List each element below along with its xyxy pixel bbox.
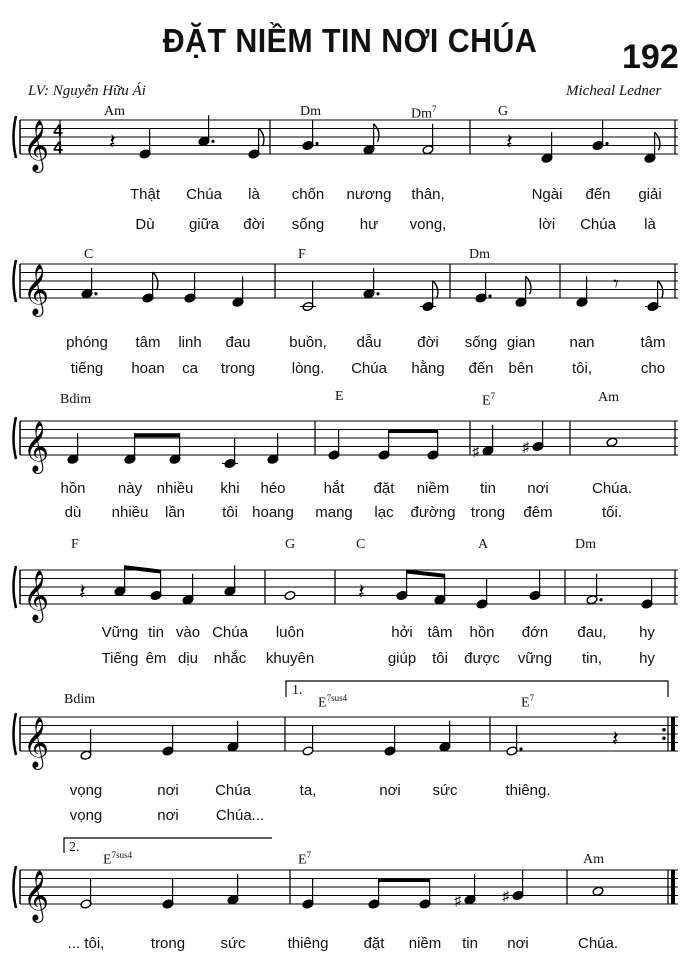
lyric-syllable: hồn — [469, 624, 495, 641]
chord-root: E — [521, 695, 530, 711]
quarter-rest-icon: 𝄽 — [612, 726, 619, 752]
system-bracket — [14, 260, 17, 302]
lyric-syllable: vọng — [69, 807, 103, 824]
chord-root: E — [318, 695, 327, 711]
lyric-syllable: Chúa. — [577, 935, 619, 952]
staff-system-6 — [14, 866, 679, 923]
lyric-syllable: nơi — [527, 480, 549, 497]
chord-c — [84, 247, 93, 263]
lyric-syllable: Thật — [129, 186, 161, 203]
chord-extension: 7sus4 — [326, 693, 348, 703]
sharp-icon: ♯ — [502, 887, 509, 904]
chord-root: E — [482, 393, 491, 409]
flag — [526, 276, 531, 294]
chord-root: G — [498, 104, 509, 119]
chord-am — [598, 390, 619, 406]
chord-extension: 7 — [490, 391, 496, 401]
lyric-syllable: đến — [468, 360, 494, 377]
lyric-syllable: hắt — [323, 480, 345, 497]
lyric-syllable: là — [644, 216, 656, 233]
quarter-rest-icon: 𝄽 — [358, 579, 365, 605]
lyric-syllable: ... tôi, — [67, 935, 105, 952]
lyric-syllable: tôi — [432, 650, 448, 667]
lyric-syllable: nương — [346, 186, 392, 203]
lyric-syllable: Chúa — [186, 186, 222, 203]
lyric-syllable: Vững — [101, 624, 139, 641]
second-ending-bracket — [64, 838, 272, 853]
flag — [374, 124, 379, 142]
lyric-syllable: đời — [243, 216, 265, 233]
quarter-note — [641, 578, 653, 609]
chord-e7 — [298, 850, 311, 869]
lyric-syllable: dù — [64, 504, 82, 521]
dot — [488, 294, 491, 297]
lyric-syllable: nhiều — [111, 504, 149, 521]
lyric-syllable: sức — [220, 935, 246, 952]
notehead — [592, 886, 604, 896]
chord-root: Am — [598, 390, 619, 405]
lyric-syllable: Chúa — [351, 360, 387, 377]
lyric-syllable: dẫu — [356, 334, 382, 351]
lyric-syllable: này — [117, 480, 143, 497]
lyric-syllable: linh — [178, 334, 202, 351]
notehead — [606, 437, 618, 447]
dot — [599, 598, 602, 601]
treble-clef-icon: 𝄞 — [23, 870, 50, 921]
lyric-syllable: hởi — [391, 624, 413, 641]
chord-root: Bdim — [60, 392, 92, 407]
lyric-syllable: êm — [145, 650, 167, 667]
lyric-syllable: hư — [359, 216, 379, 233]
lyric-syllable: khuyên — [265, 650, 315, 667]
quarter-note — [162, 725, 174, 756]
lyric-syllable: chốn — [291, 186, 325, 203]
chord-extension: 7 — [529, 693, 535, 703]
lyric-syllable: luôn — [275, 624, 305, 641]
lyric-syllable: tin — [148, 624, 164, 641]
treble-clef-icon: 𝄞 — [23, 421, 50, 472]
quarter-note — [384, 725, 396, 756]
final-thick-barline — [671, 870, 675, 904]
lyric-syllable: tôi, — [571, 360, 593, 377]
final-thick-barline — [671, 717, 675, 751]
sharp-icon: ♯ — [472, 442, 479, 459]
lyric-syllable: nơi — [157, 782, 179, 799]
quarter-rest-icon: 𝄽 — [79, 579, 86, 605]
lyric-syllable: đặt — [363, 935, 385, 952]
lyric-syllable: lời — [538, 216, 556, 233]
chord-root: E — [335, 389, 344, 404]
chord-root: Dm — [575, 537, 596, 552]
lyric-syllable: Chúa — [580, 216, 616, 233]
sharp-icon: ♯ — [522, 438, 529, 455]
quarter-note — [222, 438, 238, 469]
lyric-syllable: tin, — [581, 650, 603, 667]
lyric-syllable: tin — [462, 935, 478, 952]
dot — [94, 292, 97, 295]
beam — [135, 433, 180, 437]
lyric-syllable: Chúa... — [215, 807, 265, 824]
chord-root: F — [298, 247, 306, 262]
lyric-syllable: Tiếng — [101, 650, 139, 667]
chord-root: G — [285, 537, 296, 552]
lyric-syllable: tôi — [222, 504, 238, 521]
lyric-syllable: vào — [175, 624, 201, 641]
lyric-syllable: niềm — [416, 480, 450, 497]
lyric-syllable: tâm — [427, 624, 453, 641]
lyric-syllable: trong — [220, 360, 256, 377]
lyric-syllable: đau, — [577, 624, 607, 641]
dot — [315, 142, 318, 145]
lyric-syllable: héo — [260, 480, 286, 497]
lyric-syllable: thiêng. — [505, 782, 551, 799]
lyric-syllable: giúp — [387, 650, 417, 667]
lyric-syllable: vững — [517, 650, 553, 667]
lyric-syllable: đớn — [521, 624, 549, 641]
repeat-dot — [662, 736, 666, 740]
dot — [605, 142, 608, 145]
eighth-note — [645, 281, 663, 312]
beam — [389, 429, 438, 433]
chord-g — [498, 104, 508, 120]
lyric-syllable: lần — [164, 504, 186, 521]
chord-bdim — [64, 692, 95, 708]
dot — [519, 747, 522, 750]
quarter-note — [184, 272, 196, 303]
eighth-note — [427, 429, 439, 460]
staff-system-3 — [14, 417, 679, 474]
lyric-syllable: tin — [480, 480, 496, 497]
beam — [379, 878, 430, 882]
lyric-syllable: dịu — [177, 650, 199, 667]
chord-e7 — [482, 391, 495, 410]
chord-am — [104, 104, 125, 120]
chord-root: C — [356, 537, 366, 552]
whole-note — [284, 590, 296, 600]
beam — [407, 570, 445, 578]
half-note — [302, 725, 314, 756]
quarter-note — [328, 429, 340, 460]
lyric-syllable: hy — [639, 624, 655, 641]
staff-system-2 — [14, 260, 679, 317]
lyric-syllable: nơi — [379, 782, 401, 799]
song-number: 192 — [622, 38, 679, 76]
lyric-syllable: Ngài — [531, 186, 563, 203]
chord-root: Bdim — [64, 692, 96, 707]
lyric-syllable: nan — [569, 334, 595, 351]
treble-clef-icon: 𝄞 — [23, 120, 50, 171]
lyric-syllable: vọng — [69, 782, 103, 799]
lyric-syllable: ca — [182, 360, 198, 377]
lyric-syllable: tâm — [640, 334, 666, 351]
lyric-syllable: hằng — [411, 360, 445, 377]
chord-bdim — [60, 392, 91, 408]
system-bracket — [14, 116, 17, 158]
notehead — [284, 590, 296, 600]
chord-dm — [469, 247, 490, 263]
chord-f — [71, 537, 79, 553]
lyric-syllable: Chúa — [212, 624, 248, 641]
lyric-syllable: trong — [470, 504, 506, 521]
eighth-rest-icon: 𝄾 — [613, 272, 619, 298]
dot — [211, 140, 214, 143]
chord-root: A — [478, 537, 489, 552]
lyric-syllable: vong, — [409, 216, 447, 233]
quarter-rest-icon: 𝄽 — [109, 129, 116, 155]
eighth-note — [420, 281, 438, 312]
chord-root: Am — [583, 852, 604, 867]
lyric-syllable: đêm — [523, 504, 553, 521]
lyric-syllable: niềm — [408, 935, 442, 952]
eighth-note — [378, 429, 390, 460]
song-title: ĐẶT NIỀM TIN NƠI CHÚA — [162, 22, 538, 59]
chord-dm — [300, 104, 321, 120]
chord-e7sus4 — [318, 693, 347, 712]
lyric-syllable: nơi — [157, 807, 179, 824]
lyric-syllable: nhắc — [213, 650, 247, 667]
dot — [376, 292, 379, 295]
lyric-syllable: tối. — [601, 504, 623, 521]
chord-extension: 7sus4 — [111, 850, 133, 860]
lyric-syllable: giữa — [188, 216, 220, 233]
lyric-syllable: tiếng — [70, 360, 104, 377]
lyric-syllable: gian — [506, 334, 536, 351]
beam — [125, 565, 161, 573]
lyric-syllable: sống — [464, 334, 498, 351]
lyric-syllable: đường — [410, 504, 456, 521]
lyric-syllable: trong — [150, 935, 186, 952]
chord-am — [583, 852, 604, 868]
chord-e7sus4 — [103, 850, 132, 869]
chord-g — [285, 537, 295, 553]
time-sig-top: 4 — [53, 121, 63, 140]
lyric-syllable: lạc — [374, 504, 394, 521]
chord-dm — [575, 537, 596, 553]
chord-e — [335, 389, 344, 405]
chord-e7 — [521, 693, 534, 712]
time-sig-bottom: 4 — [53, 138, 63, 157]
lyric-syllable: khi — [220, 480, 240, 497]
first-ending-label: 1. — [292, 683, 303, 698]
quarter-note — [162, 878, 174, 909]
lyric-syllable: là — [248, 186, 260, 203]
lyric-syllable: Chúa — [215, 782, 251, 799]
lyric-syllable: hy — [639, 650, 655, 667]
sharp-icon: ♯ — [454, 891, 461, 908]
lyric-syllable: phóng — [66, 334, 108, 351]
system-bracket — [14, 417, 17, 459]
lyric-syllable: sống — [291, 216, 325, 233]
lyric-syllable: đời — [417, 334, 439, 351]
lyric-syllable: thân, — [411, 186, 445, 203]
eighth-note — [419, 878, 431, 909]
chord-root: F — [71, 537, 79, 552]
chord-root: Am — [104, 104, 125, 119]
lyric-syllable: ta, — [299, 782, 317, 799]
system-bracket — [14, 713, 17, 755]
chord-root: C — [84, 247, 94, 262]
whole-note — [592, 886, 604, 896]
chord-root: E — [103, 852, 112, 868]
lyricist-credit: LV: Nguyễn Hữu Ái — [28, 83, 146, 99]
treble-clef-icon: 𝄞 — [23, 570, 50, 621]
lyric-syllable: nhiều — [156, 480, 194, 497]
lyric-syllable: nơi — [507, 935, 529, 952]
lyric-syllable: cho — [640, 360, 666, 377]
lyric-syllable: hoan — [131, 360, 165, 377]
chord-f — [298, 247, 306, 263]
lyric-syllable: được — [464, 650, 500, 667]
lyric-syllable: buồn, — [289, 334, 327, 351]
lyric-syllable: giải — [638, 186, 662, 203]
treble-clef-icon: 𝄞 — [23, 264, 50, 315]
lyric-syllable: đau — [225, 334, 251, 351]
chord-c — [356, 537, 365, 553]
lyric-syllable: bên — [508, 360, 534, 377]
chord-root: Dm — [411, 106, 432, 122]
lyric-syllable: lòng. — [291, 360, 325, 377]
chord-root: E — [298, 852, 307, 868]
chord-extension: 7 — [306, 850, 312, 860]
lyric-syllable: đặt — [373, 480, 395, 497]
lyric-syllable: Chúa. — [591, 480, 633, 497]
lyric-syllable: tâm — [135, 334, 161, 351]
quarter-rest-icon: 𝄽 — [506, 129, 513, 155]
lyric-syllable: mang — [315, 504, 353, 521]
chord-extension: 7 — [432, 104, 437, 114]
chord-root: Dm — [469, 247, 490, 262]
whole-note — [606, 437, 618, 447]
system-bracket — [14, 866, 17, 908]
eighth-note — [396, 570, 408, 601]
half-note — [80, 878, 92, 909]
lyric-syllable: hồn — [60, 480, 86, 497]
lyric-syllable: thiêng — [287, 935, 329, 952]
lyric-syllable: Dù — [135, 216, 155, 233]
quarter-note — [476, 578, 488, 609]
quarter-note — [139, 128, 151, 159]
quarter-note — [529, 570, 541, 601]
flag — [655, 132, 660, 150]
system-bracket — [14, 566, 17, 608]
half-note — [300, 281, 316, 312]
eighth-note — [368, 878, 380, 909]
quarter-note — [302, 878, 314, 909]
second-ending-label: 2. — [69, 840, 80, 855]
staff-system-4 — [14, 566, 679, 623]
composer-credit: Micheal Ledner — [566, 83, 662, 99]
repeat-dot — [662, 728, 666, 732]
lyric-syllable: hoang — [252, 504, 294, 521]
eighth-note — [150, 570, 162, 601]
chord-root: Dm — [300, 104, 321, 119]
lyric-syllable: đến — [585, 186, 611, 203]
staff-system-5 — [14, 713, 679, 770]
treble-clef-icon: 𝄞 — [23, 717, 50, 768]
chord-a — [478, 537, 488, 553]
chord-dm7 — [411, 104, 437, 123]
lyric-syllable: sức — [432, 782, 458, 799]
